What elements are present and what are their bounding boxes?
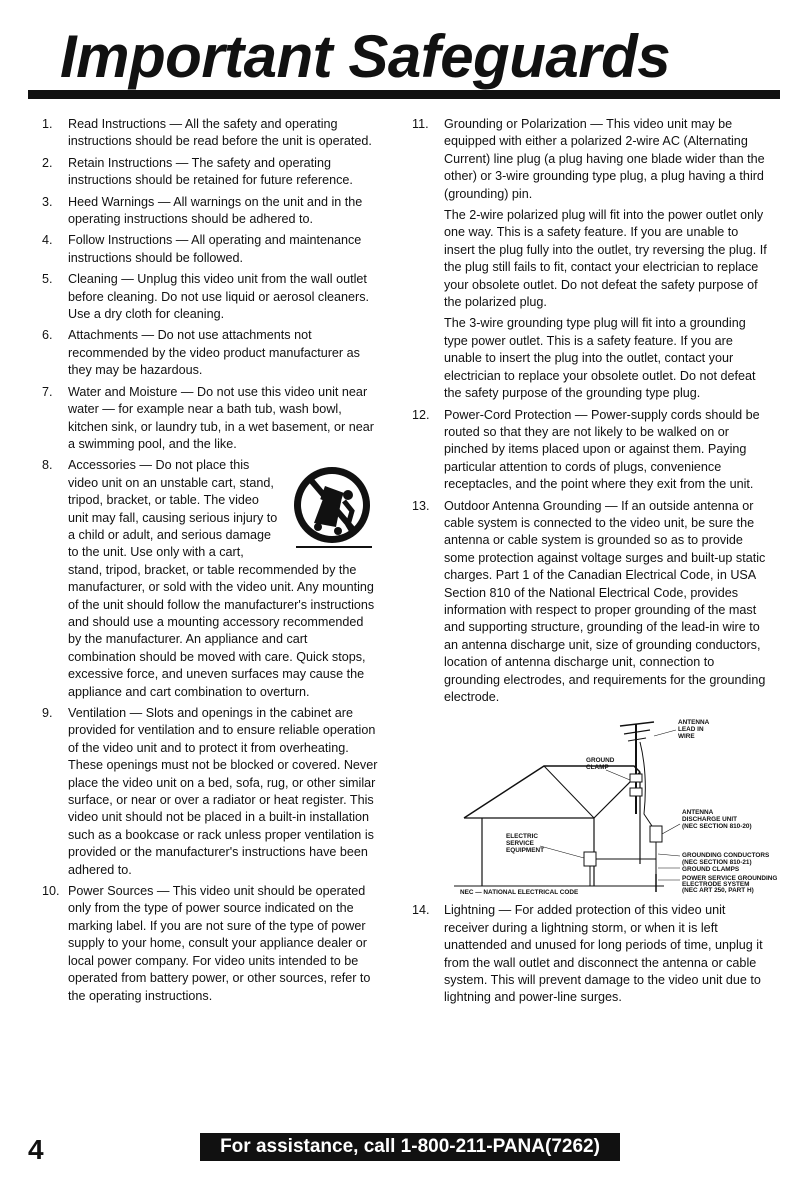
- safeguard-number: 6.: [42, 328, 53, 343]
- safeguard-item: [412, 116, 770, 403]
- safeguard-text: Heed Warnings — All warnings on the unit and in the operating instructions should be adhered to.: [68, 194, 363, 227]
- safeguard-text: The 3-wire grounding type plug will fit into a grounding type power outlet. This is a safety feature. If you are unable to insert the plug into the outlet, contact your electrician to replace your obsolete outlet. Do not defeat the safety purpose of the grounding type plug.: [444, 316, 756, 401]
- safeguard-text: Cleaning — Unplug this video unit from the wall outlet before cleaning. Do not use liquid or aerosol cleaners. Use a dry cloth for cleaning.: [68, 272, 370, 322]
- label-ground-clamp-2: CLAMP: [586, 764, 609, 772]
- safeguard-text: The 2-wire polarized plug will fit into the power outlet only one way. This is a safety feature. If you are unable to insert the plug fully into the outlet, try reversing the plug. If the plug still fails to fit, contact your electrician to replace your obsolete outlet. Do not defeat the safety purpose of the polarized plug.: [444, 208, 767, 310]
- label-discharge-1: ANTENNA: [682, 809, 714, 817]
- safeguard-number: 5.: [42, 272, 53, 287]
- label-conductors-1: GROUNDING CONDUCTORS: [682, 852, 770, 860]
- label-clamps: GROUND CLAMPS: [682, 866, 740, 874]
- safeguard-number: 1.: [42, 117, 53, 131]
- safeguard-number: 13.: [412, 498, 430, 513]
- label-ground-clamp-1: GROUND: [586, 757, 615, 765]
- label-nec: NEC — NATIONAL ELECTRICAL CODE: [460, 889, 579, 895]
- label-power-3: (NEC ART 250, PART H): [682, 887, 754, 895]
- page-title: Important Safeguards: [60, 23, 671, 90]
- safeguard-text: Power-Cord Protection — Power-supply cords should be routed so that they are not likely to be walked on or pinched by items placed upon or against them. Paying particular attention to cords of plugs, convenience receptacles, and the point where they exit from the unit.: [444, 407, 760, 492]
- safeguard-item: [42, 271, 378, 323]
- label-power-2: ELECTRODE SYSTEM: [682, 881, 750, 889]
- safeguard-item: [412, 407, 770, 494]
- title-rule: [28, 90, 780, 99]
- safeguard-item: [412, 902, 770, 1006]
- safeguard-number: 2.: [42, 155, 53, 170]
- safeguard-number: 14.: [412, 903, 430, 918]
- left-column: [42, 116, 378, 1009]
- left-safeguard-list: [42, 116, 378, 1005]
- right-column: [412, 116, 778, 1011]
- safeguard-number: 7.: [42, 384, 53, 399]
- label-discharge-3: (NEC SECTION 810-20): [682, 823, 752, 831]
- safeguard-text: Outdoor Antenna Grounding — If an outside antenna or cable system is connected to the video unit, be sure the antenna or cable system is grounded so as to provide some protection against voltage surges and built-up static charges. Part 1 of the Canadian Electrical Code, in USA Section 810 of the National Electrical Code, provides information with respect to proper grounding of the mast and supporting structure, grounding of the lead-in wire to an antenna discharge unit, size of grounding conductors, location of antenna discharge unit, connection to grounding electrodes, and requirements for the grounding electrode.: [444, 498, 766, 704]
- safeguard-item: [42, 457, 378, 701]
- safeguard-item: [42, 194, 378, 229]
- safeguard-text: Follow Instructions — All operating and maintenance instructions should be followed.: [68, 233, 362, 265]
- safeguard-text: Attachments — Do not use attachments not recommended by the video product manufacturer as they may be hazardous.: [68, 328, 360, 378]
- cart-tipover-warning-icon: [286, 461, 378, 553]
- safeguard-item: [42, 327, 378, 379]
- antenna-grounding-diagram: [444, 714, 790, 894]
- label-discharge-2: DISCHARGE UNIT: [682, 816, 738, 824]
- safeguard-item: [42, 705, 378, 879]
- safeguard-text: Read Instructions — All the safety and operating instructions should be read before the unit is operated.: [68, 117, 372, 149]
- safeguard-text: Ventilation — Slots and openings in the cabinet are provided for ventilation and to ensure reliable operation of the video unit and to protect it from overheating. These openings must not be blocked or covered. Never place the video unit on a bed, sofa, rug, or other similar surface, or near or over a radiator or heat register. This video unit should not be placed in a built-in installation such as a bookcase or rack unless proper ventilation is provided or the manufacturer's instructions have been adhered to.: [68, 706, 378, 877]
- safeguard-item: [42, 155, 378, 190]
- safeguard-number: 11.: [412, 117, 429, 131]
- safeguard-number: 8.: [42, 458, 53, 473]
- safeguard-text: Power Sources — This video unit should be operated only from the type of power source indicated on the marking label. If you are not sure of the type of power supply to your home, consult your appliance dealer or local power company. For video units intended to be operated from battery power, or other sources, refer to the operating instructions.: [68, 884, 371, 1003]
- label-conductors-2: (NEC SECTION 810-21): [682, 859, 752, 867]
- label-electric-1: ELECTRIC: [506, 833, 538, 841]
- safeguard-number: 4.: [42, 233, 53, 248]
- safeguard-item: [42, 232, 378, 267]
- safeguard-item: [42, 384, 378, 454]
- label-electric-2: SERVICE: [506, 840, 534, 848]
- right-safeguard-list: [412, 116, 778, 1007]
- safeguard-text: Lightning — For added protection of this video unit receiver during a lightning storm, or when it is left unattended and unused for long periods of time, unplug it from the wall outlet and disconnect the antenna or cable system. This will prevent damage to the video unit due to lightning and power-line surges.: [444, 903, 763, 1005]
- safeguard-item: [412, 498, 778, 895]
- page-number: 4: [28, 1134, 44, 1165]
- safeguard-text: Retain Instructions — The safety and operating instructions should be retained for future reference.: [68, 155, 353, 188]
- label-electric-3: EQUIPMENT: [506, 847, 544, 855]
- label-antenna-lead-2: LEAD IN: [678, 726, 704, 734]
- label-power-1: POWER SERVICE GROUNDING: [682, 875, 778, 883]
- safeguard-number: 3.: [42, 194, 53, 209]
- safeguard-text: Water and Moisture — Do not use this video unit near water — for example near a bath tub, wash bowl, kitchen sink, or laundry tub, in a wet basement, or near a swimming pool, and the like.: [68, 384, 374, 451]
- label-antenna-lead-1: ANTENNA: [678, 719, 710, 727]
- safeguard-number: 12.: [412, 407, 430, 422]
- safeguard-number: 9.: [42, 706, 53, 720]
- safeguard-text: Accessories — Do not place this video unit on an unstable cart, stand, tripod, bracket, or table. The video unit may fall, causing serious injury to a child or adult, and serious damage to the unit. Use only with a cart, stand, tripod, bracket, or table recommended by the manufacturer, or sold with the video unit. Any mounting of the unit should follow the manufacturer's instructions and should use a mounting accessory recommended by the manufacturer. An appliance and cart combination should be moved with care. Quick stops, excessive force, and uneven surfaces may cause the appliance and cart combination to overturn.: [68, 458, 375, 699]
- safeguard-item: [42, 116, 378, 151]
- safeguard-number: 10.: [42, 884, 60, 899]
- assistance-banner: For assistance, call 1-800-211-PANA(7262): [200, 1133, 620, 1161]
- safeguard-text: Grounding or Polarization — This video unit may be equipped with either a polarized 2-wire AC (Alternating Current) line plug (a plug having one blade wider than the other) or 3-wire grounding type plug, a plug having a third (grounding) pin.: [444, 117, 765, 201]
- safeguard-item: [42, 883, 378, 1005]
- label-antenna-lead-3: WIRE: [678, 733, 695, 741]
